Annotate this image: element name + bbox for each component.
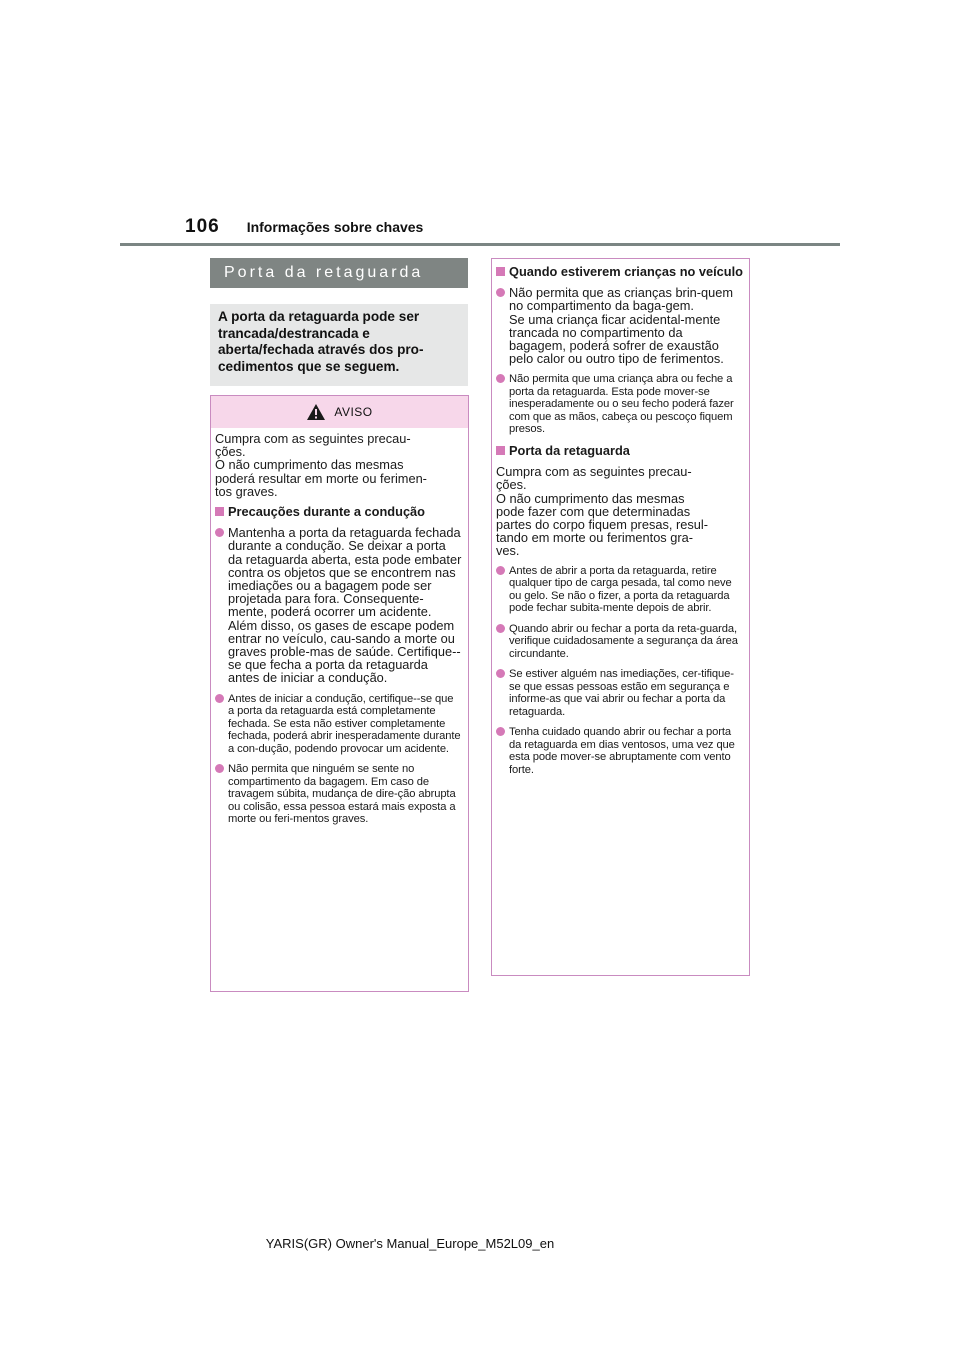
list-item [496,565,743,615]
page-footer [0,1236,960,1251]
subheading-text: Quando estiverem crianças no veículo [509,264,743,279]
square-bullet-icon [496,267,505,276]
page-header [185,216,423,240]
circle-bullet-icon [215,694,224,703]
list-item-text: Se estiver alguém nas imediações, cer-tifique-se que essas pessoas estão em segurança e informe-as que vai abrir ou fechar a porta da retaguarda. [509,668,734,718]
list-item-text: Antes de abrir a porta da retaguarda, retire qualquer tipo de carga pesada, tal como neve ou gelo. Se não o fizer, a porta da retaguarda pode fechar subita-mente depois de abrir. [509,564,732,615]
subheading-text: Precauções durante a condução [228,504,425,520]
circle-bullet-icon [215,528,224,537]
list-item [215,693,462,756]
chapter-title: Informações sobre chaves [246,219,424,235]
warning-intro: Cumpra com as seguintes precau- ções. O não cumprimento das mesmas pode fazer com que determinadas partes do corpo fiquem presas, resul- tando em morte ou ferimentos gra- ves. [496,464,708,559]
circle-bullet-icon [496,624,505,633]
circle-bullet-icon [215,764,224,773]
header-divider [120,243,840,246]
section-intro: A porta da retaguarda pode ser trancada/destrancada e aberta/fechada através dos pro-cedimentos que se seguem. [210,304,468,386]
subheading [496,444,743,457]
list-item-text: Antes de iniciar a condução, certifique--se que a porta da retaguarda está completamente fechada. Se esta não estiver completamente fechada, poderá abrir inesperadamente durante a con-dução, podendo provocar um acidente. [228,692,461,755]
subheading [215,505,462,518]
list-item [215,763,462,826]
list-item [496,373,743,436]
list-item-text: Mantenha a porta da retaguarda fechada durante a condução. Se deixar a porta da retaguarda aberta, esta pode embater contra os objetos que se encontrem nas imediações ou a bagagem pode ser projetada para fora. Consequente-mente, poderá ocorrer um acidente. Além disso, os gases de escape podem entrar no veículo, cau-sando a morte ou graves proble-mas de saúde. Certifique--se que fecha a porta da retaguarda antes de iniciar a condução. [228,525,462,686]
section-title: Porta da retaguarda [210,258,468,288]
page-number: 106 [185,216,220,237]
list-item [496,623,743,661]
list-item-text: Não permita que ninguém se sente no compartimento da bagagem. Em caso de travagem súbita, mudança de dire-ção abrupta ou colisão, essa pessoa estará mais exposta a morte ou feri-mentos graves. [228,763,456,826]
warning-header [211,396,468,428]
list-item [496,668,743,718]
list-item [496,726,743,776]
circle-bullet-icon [496,374,505,383]
circle-bullet-icon [496,288,505,297]
list-item-text: Tenha cuidado quando abrir ou fechar a porta da retaguarda em dias ventosos, uma vez que esta pode mover-se abruptamente com vento forte. [509,726,735,776]
warning-box-left [210,395,469,992]
warning-box-right [491,258,750,976]
list-item-text: Quando abrir ou fechar a porta da reta-guarda, verifique cuidadosamente a segurança da área circundante. [509,622,738,660]
subheading [496,265,743,278]
list-item-text: Não permita que as crianças brin-quem no compartimento da baga-gem. Se uma criança ficar acidental-mente trancada no compartimento da bagagem, poderá sofrer de exaustão pelo calor ou outro tipo de ferimentos. [509,285,734,367]
warning-intro: Cumpra com as seguintes precau- ções. O não cumprimento das mesmas poderá resultar em morte ou ferimen- tos graves. [215,431,427,499]
square-bullet-icon [496,446,505,455]
square-bullet-icon [215,507,224,516]
warning-label: AVISO [334,405,373,419]
list-item [496,286,743,365]
list-item [215,526,462,684]
warning-triangle-icon [306,403,326,421]
circle-bullet-icon [496,727,505,736]
list-item-text: Não permita que uma criança abra ou feche a porta da retaguarda. Esta pode mover-se inesperadamente ou o seu fecho poderá fazer com que as mãos, cabeça ou pescoço fiquem presos. [509,373,734,436]
footer-text: YARIS(GR) Owner's Manual_Europe_M52L09_en [265,1236,555,1251]
circle-bullet-icon [496,669,505,678]
circle-bullet-icon [496,566,505,575]
subheading-text: Porta da retaguarda [509,442,630,458]
